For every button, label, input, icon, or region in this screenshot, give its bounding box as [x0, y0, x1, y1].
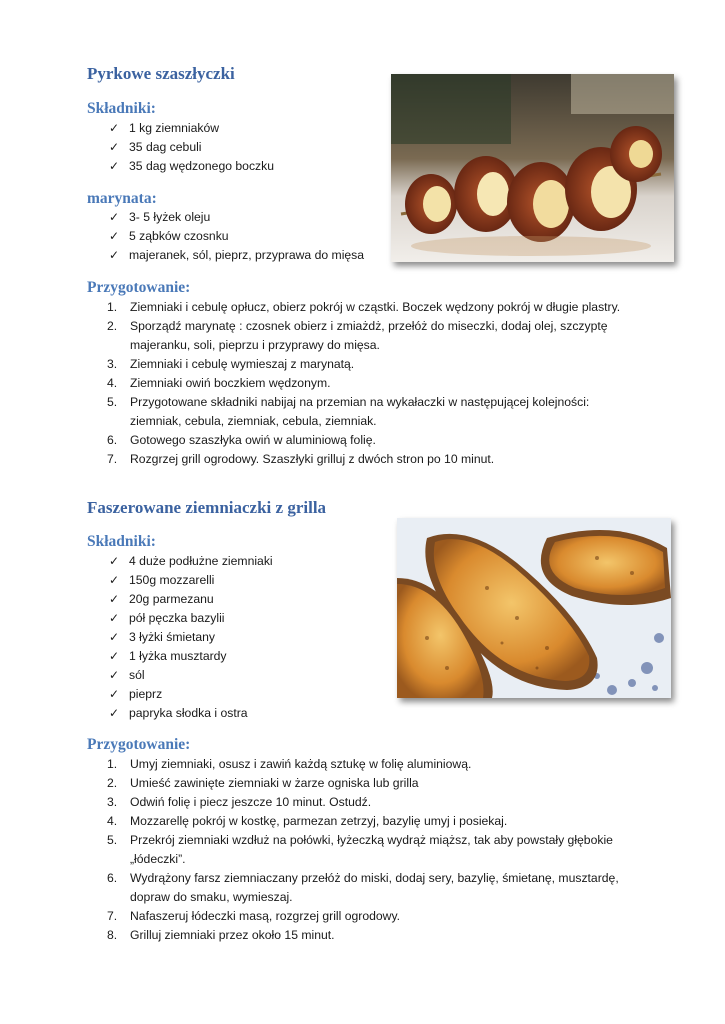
checkmark-icon: ✓: [109, 630, 120, 644]
step-text: Nafaszeruj łódeczki masą, rozgrzej grill ogrodowy.: [130, 909, 401, 923]
step-text: Przekrój ziemniaki wzdłuż na połówki, łyżeczką wydrąż miąższ, tak aby powstały głębokie: [130, 833, 613, 847]
ingredient-item: [87, 609, 273, 628]
recipe2-prep-heading: Przygotowanie:: [87, 736, 191, 753]
step-number: 2.: [107, 776, 118, 790]
step-number: 7.: [107, 909, 118, 923]
checkmark-icon: ✓: [109, 573, 120, 587]
step-number: 5.: [107, 395, 118, 409]
step-text: Umieść zawinięte ziemniaki w żarze ogniska lub grilla: [130, 776, 419, 790]
step-text: Grilluj ziemniaki przez około 15 minut.: [130, 928, 335, 942]
recipe1-marinade-heading: marynata:: [87, 190, 157, 207]
step-text: Odwiń folię i piecz jeszcze 10 minut. Ostudź.: [130, 795, 372, 809]
ingredient-item: [87, 571, 273, 590]
checkmark-icon: ✓: [109, 229, 120, 243]
ingredient-text: majeranek, sól, pieprz, przyprawa do mięsa: [129, 248, 365, 262]
step-text: dopraw do smaku, wymieszaj.: [130, 890, 293, 904]
checkmark-icon: ✓: [109, 611, 120, 625]
step-number: 3.: [107, 795, 118, 809]
ingredient-item: [87, 208, 364, 227]
step-number: 2.: [107, 319, 118, 333]
step-text: Ziemniaki i cebulę wymieszaj z marynatą.: [130, 357, 355, 371]
step-text: majeranku, soli, pieprzu i przyprawy do mięsa.: [130, 338, 380, 352]
step-number: 4.: [107, 814, 118, 828]
step-text: „łódeczki”.: [130, 852, 186, 866]
ingredient-text: 3- 5 łyżek oleju: [129, 210, 211, 224]
ingredient-item: [87, 685, 273, 704]
step-item: [87, 298, 690, 317]
step-item: [87, 374, 690, 393]
ingredient-item: [87, 647, 273, 666]
ingredient-text: 1 kg ziemniaków: [129, 121, 220, 135]
step-text: Umyj ziemniaki, osusz i zawiń każdą sztukę w folię aluminiową.: [130, 757, 472, 771]
ingredient-text: 20g parmezanu: [129, 592, 214, 606]
step-item: [87, 793, 690, 812]
step-text: Sporządź marynatę : czosnek obierz i zmiażdż, przełóż do miseczki, dodaj olej, szczyptę: [130, 319, 608, 333]
recipe1-title: Pyrkowe szaszłyczki: [87, 64, 235, 83]
recipe2-steps-list: [87, 755, 690, 945]
recipe1-marinade-list: [87, 208, 364, 265]
ingredient-text: pieprz: [129, 687, 163, 701]
ingredient-text: 5 ząbków czosnku: [129, 229, 229, 243]
checkmark-icon: ✓: [109, 687, 120, 701]
checkmark-icon: ✓: [109, 121, 120, 135]
checkmark-icon: ✓: [109, 706, 120, 720]
checkmark-icon: ✓: [109, 592, 120, 606]
step-text: ziemniak, cebula, ziemniak, cebula, ziemniak.: [130, 414, 377, 428]
ingredient-text: sól: [129, 668, 145, 682]
checkmark-icon: ✓: [109, 248, 120, 262]
ingredient-item: [87, 119, 274, 138]
step-item: [87, 831, 690, 869]
ingredient-item: [87, 157, 274, 176]
checkmark-icon: ✓: [109, 649, 120, 663]
step-text: Mozzarellę pokrój w kostkę, parmezan zetrzyj, bazylię umyj i posiekaj.: [130, 814, 508, 828]
checkmark-icon: ✓: [109, 668, 120, 682]
ingredient-item: [87, 227, 364, 246]
step-text: Ziemniaki owiń boczkiem wędzonym.: [130, 376, 331, 390]
checkmark-icon: ✓: [109, 140, 120, 154]
ingredient-item: [87, 704, 273, 723]
step-text: Przygotowane składniki nabijaj na przemian na wykałaczki w następującej kolejności:: [130, 395, 590, 409]
checkmark-icon: ✓: [109, 554, 120, 568]
step-item: [87, 393, 690, 431]
ingredient-item: [87, 138, 274, 157]
skewers-photo: [391, 74, 674, 262]
step-item: [87, 907, 690, 926]
ingredient-text: 4 duże podłużne ziemniaki: [129, 554, 273, 568]
ingredient-item: [87, 552, 273, 571]
ingredient-item: [87, 666, 273, 685]
recipe2-ingredients-list: [87, 552, 273, 723]
step-number: 1.: [107, 757, 118, 771]
recipe2-ingredients-heading: Składniki:: [87, 533, 156, 550]
ingredient-item: [87, 246, 364, 265]
recipe1-ingredients-heading: Składniki:: [87, 100, 156, 117]
step-text: Wydrążony farsz ziemniaczany przełóż do miski, dodaj sery, bazylię, śmietanę, musztardę,: [130, 871, 619, 885]
recipe1-steps-list: [87, 298, 690, 469]
ingredient-item: [87, 628, 273, 647]
ingredient-text: 3 łyżki śmietany: [129, 630, 216, 644]
step-item: [87, 926, 690, 945]
ingredient-text: 1 łyżka musztardy: [129, 649, 227, 663]
checkmark-icon: ✓: [109, 159, 120, 173]
step-number: 8.: [107, 928, 118, 942]
recipe1-ingredients-list: [87, 119, 274, 176]
ingredient-item: [87, 590, 273, 609]
ingredient-text: pół pęczka bazylii: [129, 611, 225, 625]
step-number: 6.: [107, 433, 118, 447]
step-item: [87, 869, 690, 907]
step-item: [87, 755, 690, 774]
step-number: 6.: [107, 871, 118, 885]
step-text: Ziemniaki i cebulę opłucz, obierz pokrój w cząstki. Boczek wędzony pokrój w długie plastry.: [130, 300, 621, 314]
step-item: [87, 812, 690, 831]
step-item: [87, 317, 690, 355]
step-item: [87, 355, 690, 374]
step-text: Rozgrzej grill ogrodowy. Szaszłyki grilluj z dwóch stron po 10 minut.: [130, 452, 495, 466]
step-number: 1.: [107, 300, 118, 314]
step-text: Gotowego szaszłyka owiń w aluminiową folię.: [130, 433, 376, 447]
recipe2-title: Faszerowane ziemniaczki z grilla: [87, 498, 327, 517]
step-item: [87, 774, 690, 793]
step-number: 3.: [107, 357, 118, 371]
ingredient-text: papryka słodka i ostra: [129, 706, 248, 720]
step-number: 4.: [107, 376, 118, 390]
step-number: 7.: [107, 452, 118, 466]
step-item: [87, 450, 690, 469]
recipe1-prep-heading: Przygotowanie:: [87, 279, 191, 296]
ingredient-text: 35 dag wędzonego boczku: [129, 159, 275, 173]
ingredient-text: 35 dag cebuli: [129, 140, 202, 154]
checkmark-icon: ✓: [109, 210, 120, 224]
stuffed-potatoes-photo: [397, 518, 671, 698]
step-item: [87, 431, 690, 450]
step-number: 5.: [107, 833, 118, 847]
ingredient-text: 150g mozzarelli: [129, 573, 215, 587]
